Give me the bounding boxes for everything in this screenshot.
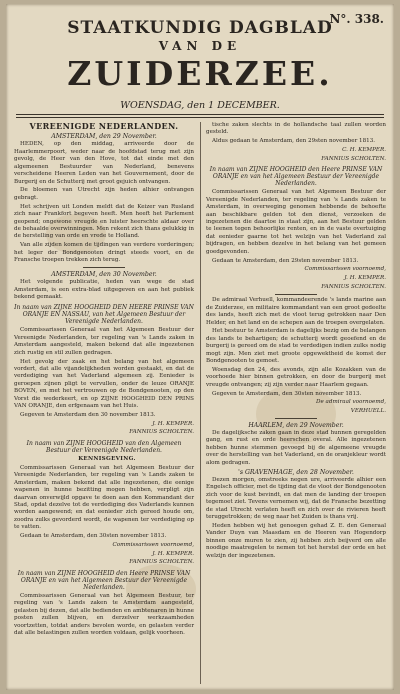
article-paragraph: Aldus gedaan te Amsterdam, den 29sten november 1813. <box>212 138 376 145</box>
article-paragraph: Commissarissen Generaal van het Algemeen Bestuur der Vereenigde Nederlanden, ter regeling van 's Lands zaken in Amsterdam aangesteld, maken bekend dat alle ingezetenen zich rustig en stil zullen gedragen. <box>14 327 194 356</box>
article-paragraph: Het schrijven uit Londen meldt dat de Keizer van Rusland zich naar Frankfort begeven heeft. Men heeft het Parlement geopend; ongewone vreugde en luister heerschte aldaar over de behaalde overwinningen. Men rekent zich thans gelukkig in de herstelling van orde en vrede te Holland. <box>14 203 194 240</box>
article-paragraph: Gedaan te Amsterdam, den 30sten november 1813. <box>20 533 167 540</box>
article-paragraph: HEDEN, op den middag, arriveerde door de Haarlemmerpoort, weder naar de hoofdstad terug met zijn gevolg, de Heer van den Hove, tot dat einde met den algemeenen Bestuurder van Nederland, benevens verscheidene Heeren Leden van het Gouvernement, door de Burgerij en de Schutterij met groot gejuich ontvangen. <box>14 141 194 185</box>
article-paragraph: Heden hebben wij het genoegen gehad Z. E. den Generaal Vander Duyn van Maasdam en de Heeren van Hogendorp binnen onze muren te zien, zij hebben zich beijverd om alle noodige maatregelen te nemen tot het herstel der orde en het welzijn der ingezetenen. <box>206 523 386 559</box>
signature: Commissarissen voornoemd, <box>112 541 194 548</box>
dateline-amsterdam-29: AMSTERDAM, den 29 November. <box>51 133 157 140</box>
signature: Commissarissen voornoemd, <box>304 266 386 273</box>
newspaper-page <box>6 4 394 690</box>
article-paragraph: Het gevolg der zaak en het belang van het algemeen vordert, dat alle vijandelijkheden worden gestaakt, en dat de verdediging van het Vaderland algemeen zij. Eenieder is geroepen zijnen pligt te vervullen, onder de leuze ORANJE BOVEN, en met het vertrouwen op de Bondgenooten, op den Vorst die wederkeert, en op ZIJNE HOOGHEID DEN PRINS VAN ORANJE, den erfgenaam van het Huis. <box>14 358 194 410</box>
signature: FANNIUS SCHOLTEN. <box>321 283 386 290</box>
signature: FANNIUS SCHOLTEN. <box>129 559 194 566</box>
article-paragraph: Gedaan te Amsterdam, den 29sten november 1813. <box>212 257 359 264</box>
signature: VERHUELL. <box>350 408 386 415</box>
issue-number: N°. 338. <box>329 12 384 26</box>
article-paragraph: Commissarissen Generaal van het Algemeen Bestuur, ter regeling van 's Lands zaken te Amsterdam aangesteld, gelasten bij dezen, dat alle bedienden en ambtenaren in hunne posten zullen blijven, en derzelver werkzaamheden voortzetten, totdat anders bevolen worde, en gelasten verder dat alle belastingen zullen worden voldaan, gelijk voorheen. <box>14 592 194 637</box>
left-column <box>14 122 194 639</box>
article-paragraph: Woensdag den 24, des avonds, zijn alle Kozakken van de voorhoede hier binnen getrokken, en door de burgerij met vreugde ontvangen; zij zijn verder naar Haarlem gegaan. <box>206 366 386 388</box>
notice-heading: KENNISGEVING. <box>78 455 136 462</box>
separator <box>83 267 125 268</box>
article-paragraph: De admiraal Verhuell, kommandeerende 's lands marine aan de Zuiderzee, en militaire kommandant van een groot gedeelte des lands, heeft zich met de vloot terug getrokken naar Den Helder, en het land en de schepen aan de troepen overgelaten. <box>206 297 386 326</box>
article-paragraph: Van alle zijden komen de tijdingen van verdere vorderingen; het leger der Bondgenooten dringt steeds voort, en de Fransche troepen trekken zich terug. <box>14 242 194 264</box>
article-paragraph: Commissarissen Generaal van het Algemeen Bestuur der Vereenigde Nederlanden, ter regeling van 's Lands zaken te Amsterdam, maken bekend dat alle ingezetenen, die eenige wapenen in hunne bezitting mogen hebben, verpligt zijn daarvan onverwijld opgave te doen aan den Kommandant der Stad, opdat dezelve tot de verdediging des Vaderlands kunnen worden aangewend; en dat eenieder zich gereed houde om, zoodra zulks gevorderd wordt, de wapenen ter verdediging op te vatten. <box>14 464 194 531</box>
section-heading: VEREENIGDE NEDERLANDEN. <box>29 121 179 131</box>
issue-date: WOENSDAG, den 1 DECEMBER. <box>120 100 280 111</box>
decree-heading: In naam van ZIJNE HOOGHEID van den Algemeen Bestuur der Vereenigde Nederlanden. <box>26 439 182 454</box>
dateline-haarlem: HAARLEM, den 29 November. <box>248 421 344 429</box>
article-paragraph: Het volgende publicatie, heden van wege de stad Amsterdam, is een extra-blad uitgegeven en aan het publiek bekend gemaakt. <box>14 279 194 300</box>
signature: J. H. KEMPER. <box>152 550 194 557</box>
column-divider <box>200 122 201 684</box>
signature: FANNIUS SCHOLTEN. <box>129 429 194 436</box>
article-paragraph: Het bestuur te Amsterdam is dagelijks bezig om de belangen des lands te behartigen; de schutterij wordt geoefend en de burgerij is gereed om de stad te verdedigen indien zulks nodig mogt zijn. Men ziet met groote opgewektheid de komst der Bondgenooten te gemoet. <box>206 328 386 365</box>
dateline-amsterdam-30: AMSTERDAM, den 30 November. <box>51 270 157 278</box>
article-paragraph: tische zaken slechts in de hollandsche taal zullen worden gesteld. <box>206 122 386 136</box>
decree-heading: In naam van ZIJNE HOOGHEID den Heere PRINSE VAN ORANJE en van het Algemeen Bestuur der Vereenigde Nederlanden. <box>209 166 383 188</box>
separator <box>275 294 317 295</box>
masthead-title-line2: VAN DE <box>158 39 242 53</box>
masthead-title-line3: ZUIDERZEE. <box>67 54 333 93</box>
article-paragraph: Dezen morgen, omstreeks negen ure, arriveerde alhier een Engelsch officier, met de tijding dat de vloot der Bondgenooten zich voor de kust bevindt, en dat men de landing der troepen tegemoet ziet. Tevens vernemen wij, dat de Fransche bezetting de stad Utrecht verlaten heeft en zich over de rivieren heeft teruggetrokken; de weg naar het Zuiden is thans vrij. <box>206 476 386 521</box>
signature: J. H. KEMPER. <box>152 420 194 427</box>
article-paragraph: Commissarissen Generaal van het Algemeen Bestuur der Vereenigde Nederlanden, ter regeling van 's Lands zaken te Amsterdam, in overweging genomen hebbende de behoefte aan beschikbare gelden tot den dienst, verzoeken de ingezetenen die daartoe in staat zijn, aan het Bestuur gelden te leenen tegen behoorlijke renten, en in de vaste overtuiging dat eenieder gaarne tot het welzijn van het Vaderland zal bijdragen, en hebben dezelve in het belang van het gemeen goedgevonden. <box>206 189 386 255</box>
masthead-rule-second <box>16 117 384 118</box>
article-paragraph: De bloemen van Utrecht zijn heden alhier ontvangen gebragt. <box>14 187 194 201</box>
signature: FANNIUS SCHOLTEN. <box>321 155 386 162</box>
right-column <box>206 122 386 562</box>
masthead-title-line1: STAATKUNDIG DAGBLAD <box>67 18 333 38</box>
separator <box>275 418 317 419</box>
decree-heading: In naam van ZIJNE HOOGHEID den Heere PRINSE VAN ORANJE en van het Algemeen Bestuur der Vereenigde Nederlanden. <box>17 569 191 591</box>
masthead-rule <box>16 114 384 115</box>
dateline-gravenhage: 's GRAVENHAGE, den 28 November. <box>238 468 354 476</box>
signature: De admiraal voornoemd, <box>315 399 386 406</box>
article-paragraph: De dagelijksche zaken gaan in deze stad hunnen geregelden gang, en rust en orde heerschen overal. Alle ingezetenen hebben hunne stemmen gevoegd bij de algemeene vreugde over de herstelling van het Vaderland, en de oranjekleur wordt alom gedragen. <box>206 429 386 466</box>
signature: C. H. KEMPER. <box>342 146 386 153</box>
article-paragraph: Gegeven te Amsterdam den 30 november 1813. <box>20 411 156 418</box>
signature: J. H. KEMPER. <box>344 275 386 282</box>
decree-heading: In naam van ZIJNE HOOGHEID DEN HEERE PRINSE VAN ORANJE EN NASSAU, van het Algemeen Bestuur der Vereenigde Nederlanden. <box>14 304 194 326</box>
article-paragraph: Gegeven te Amsterdam, den 30sten november 1813. <box>212 390 362 397</box>
